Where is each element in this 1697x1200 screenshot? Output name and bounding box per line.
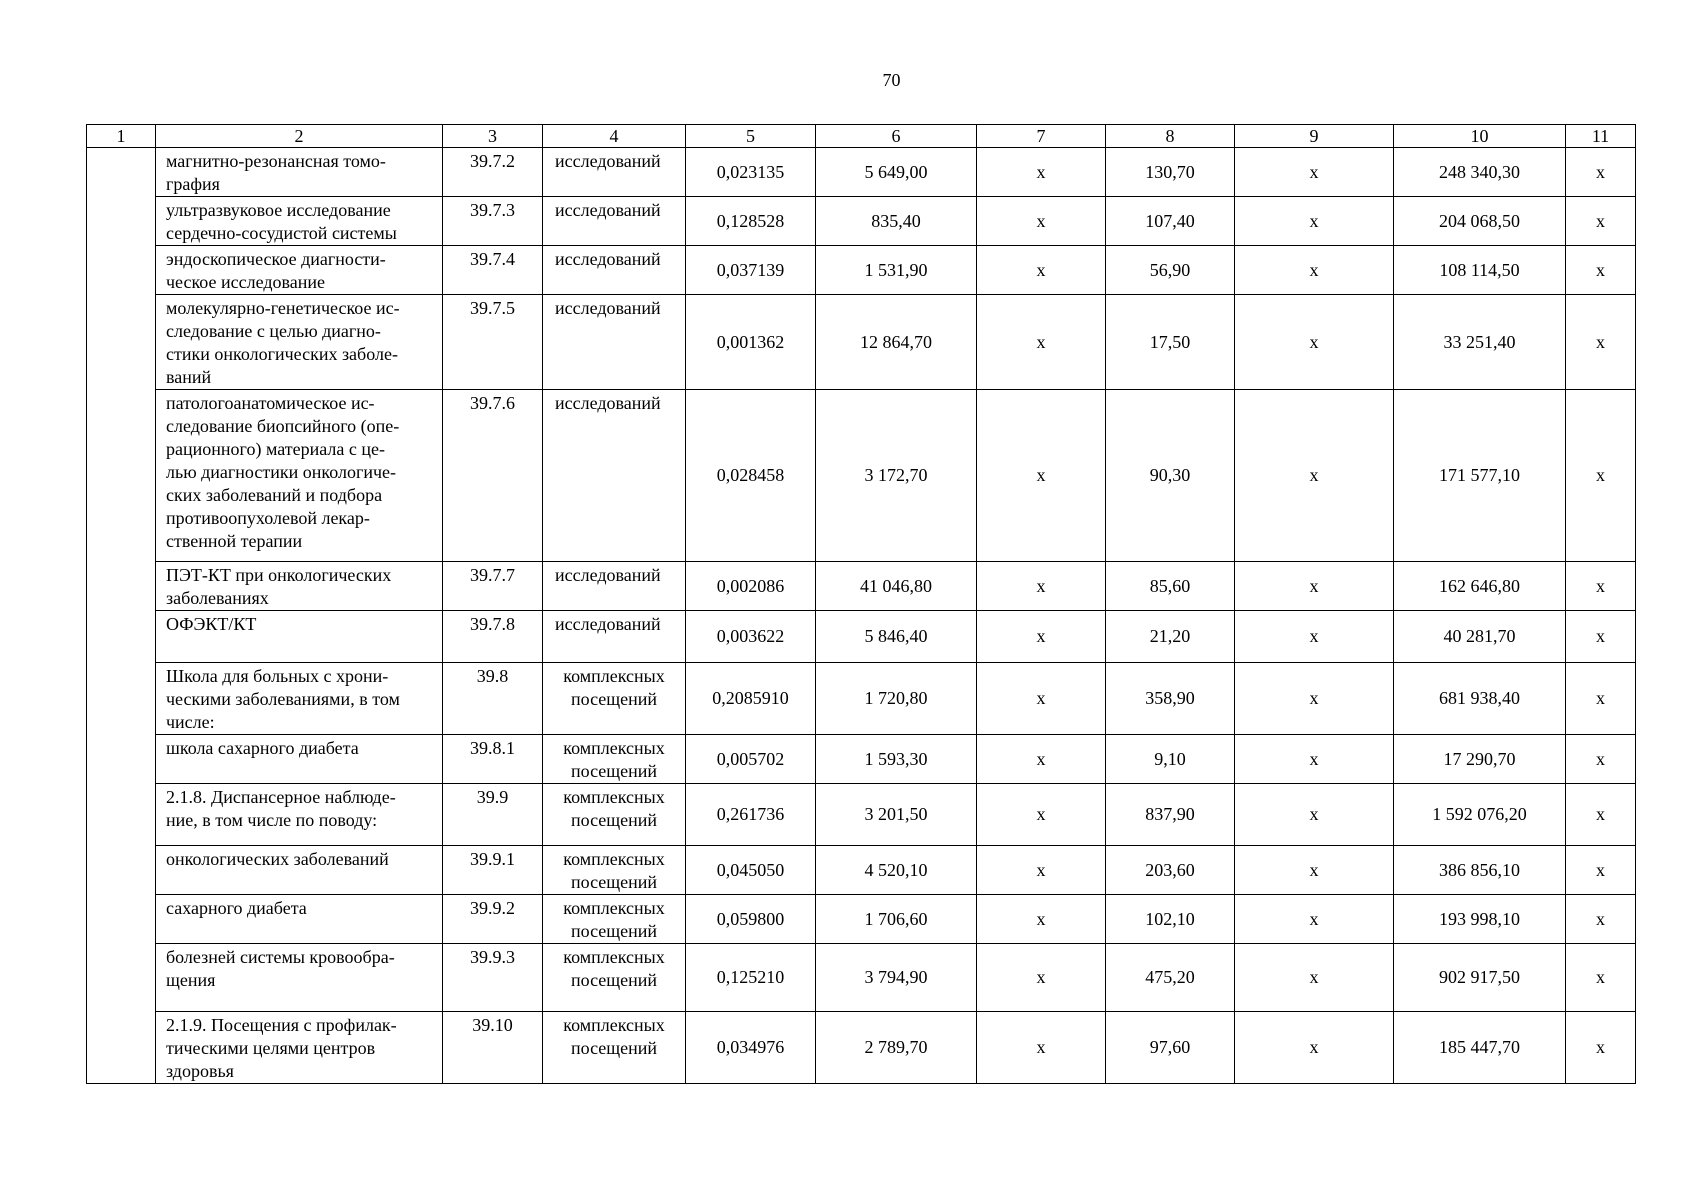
value-cell: 108 114,50 [1394, 246, 1566, 295]
column-header: 5 [686, 125, 816, 148]
table-row [87, 895, 1636, 944]
unit-cell: комплексных посещений [543, 846, 686, 895]
marker-cell: х [1566, 846, 1636, 895]
marker-cell: х [977, 197, 1106, 246]
row-code-cell: 39.9 [443, 784, 543, 846]
value-cell: 0,261736 [686, 784, 816, 846]
table-row [87, 784, 1636, 846]
table-row [87, 944, 1636, 1012]
unit-cell: комплексных посещений [543, 1012, 686, 1084]
value-cell: 1 592 076,20 [1394, 784, 1566, 846]
value-cell: 0,002086 [686, 562, 816, 611]
value-cell: 130,70 [1106, 148, 1235, 197]
marker-cell: х [1566, 295, 1636, 390]
marker-cell: х [1235, 246, 1394, 295]
marker-cell: х [977, 784, 1106, 846]
value-cell: 681 938,40 [1394, 663, 1566, 735]
marker-cell: х [1235, 735, 1394, 784]
value-cell: 0,045050 [686, 846, 816, 895]
value-cell: 4 520,10 [816, 846, 977, 895]
marker-cell: х [977, 895, 1106, 944]
value-cell: 102,10 [1106, 895, 1235, 944]
marker-cell: х [1566, 390, 1636, 562]
table-row [87, 148, 1636, 197]
value-cell: 171 577,10 [1394, 390, 1566, 562]
value-cell: 0,028458 [686, 390, 816, 562]
marker-cell: х [1235, 846, 1394, 895]
marker-cell: х [977, 295, 1106, 390]
value-cell: 358,90 [1106, 663, 1235, 735]
section-cell [87, 148, 156, 1084]
value-cell: 0,005702 [686, 735, 816, 784]
unit-cell: комплексных посещений [543, 944, 686, 1012]
value-cell: 1 706,60 [816, 895, 977, 944]
column-header: 2 [156, 125, 443, 148]
unit-cell: исследований [543, 197, 686, 246]
row-code-cell: 39.7.5 [443, 295, 543, 390]
column-header: 9 [1235, 125, 1394, 148]
value-cell: 162 646,80 [1394, 562, 1566, 611]
service-name-cell: школа сахарного диабета [156, 735, 443, 784]
marker-cell: х [977, 944, 1106, 1012]
marker-cell: х [1566, 784, 1636, 846]
column-header: 11 [1566, 125, 1636, 148]
value-cell: 203,60 [1106, 846, 1235, 895]
marker-cell: х [1566, 148, 1636, 197]
tariff-table [86, 124, 1636, 1084]
service-name-cell: 2.1.9. Посещения с профилак- тическими целями центров здоровья [156, 1012, 443, 1084]
service-name-cell: ПЭТ-КТ при онкологических заболеваниях [156, 562, 443, 611]
unit-cell: исследований [543, 246, 686, 295]
service-name-cell: болезней системы кровообра- щения [156, 944, 443, 1012]
value-cell: 5 846,40 [816, 611, 977, 663]
value-cell: 386 856,10 [1394, 846, 1566, 895]
value-cell: 17,50 [1106, 295, 1235, 390]
marker-cell: х [1566, 895, 1636, 944]
value-cell: 475,20 [1106, 944, 1235, 1012]
marker-cell: х [977, 562, 1106, 611]
unit-cell: комплексных посещений [543, 735, 686, 784]
unit-cell: комплексных посещений [543, 784, 686, 846]
value-cell: 97,60 [1106, 1012, 1235, 1084]
marker-cell: х [1235, 295, 1394, 390]
marker-cell: х [1235, 944, 1394, 1012]
service-name-cell: молекулярно-генетическое ис- следование с целью диагно- стики онкологических заболе- ваний [156, 295, 443, 390]
value-cell: 21,20 [1106, 611, 1235, 663]
value-cell: 204 068,50 [1394, 197, 1566, 246]
value-cell: 0,125210 [686, 944, 816, 1012]
marker-cell: х [1235, 663, 1394, 735]
marker-cell: х [1235, 784, 1394, 846]
value-cell: 0,001362 [686, 295, 816, 390]
row-code-cell: 39.7.7 [443, 562, 543, 611]
service-name-cell: патологоанатомическое ис- следование биопсийного (опе- рационного) материала с це- лью диагностики онкологиче- ских заболеваний и подбора противоопухолевой лекар- ственной терапии [156, 390, 443, 562]
marker-cell: х [977, 246, 1106, 295]
column-header: 4 [543, 125, 686, 148]
marker-cell: х [1235, 562, 1394, 611]
value-cell: 2 789,70 [816, 1012, 977, 1084]
row-code-cell: 39.9.3 [443, 944, 543, 1012]
value-cell: 835,40 [816, 197, 977, 246]
column-header: 8 [1106, 125, 1235, 148]
marker-cell: х [1235, 611, 1394, 663]
marker-cell: х [1566, 197, 1636, 246]
service-name-cell: 2.1.8. Диспансерное наблюде- ние, в том числе по поводу: [156, 784, 443, 846]
table-row [87, 197, 1636, 246]
value-cell: 40 281,70 [1394, 611, 1566, 663]
marker-cell: х [1566, 944, 1636, 1012]
service-name-cell: онкологических заболеваний [156, 846, 443, 895]
row-code-cell: 39.8 [443, 663, 543, 735]
marker-cell: х [1566, 735, 1636, 784]
marker-cell: х [1235, 197, 1394, 246]
column-header: 3 [443, 125, 543, 148]
value-cell: 185 447,70 [1394, 1012, 1566, 1084]
column-header: 10 [1394, 125, 1566, 148]
value-cell: 0,059800 [686, 895, 816, 944]
marker-cell: х [1566, 562, 1636, 611]
service-name-cell: ультразвуковое исследование сердечно-сосудистой системы [156, 197, 443, 246]
page-number: 70 [882, 70, 901, 90]
value-cell: 85,60 [1106, 562, 1235, 611]
row-code-cell: 39.8.1 [443, 735, 543, 784]
marker-cell: х [1566, 611, 1636, 663]
row-code-cell: 39.10 [443, 1012, 543, 1084]
unit-cell: комплексных посещений [543, 895, 686, 944]
value-cell: 90,30 [1106, 390, 1235, 562]
marker-cell: х [1566, 663, 1636, 735]
value-cell: 0,128528 [686, 197, 816, 246]
value-cell: 193 998,10 [1394, 895, 1566, 944]
value-cell: 56,90 [1106, 246, 1235, 295]
value-cell: 0,037139 [686, 246, 816, 295]
column-header: 1 [87, 125, 156, 148]
service-name-cell: эндоскопическое диагности- ческое исследование [156, 246, 443, 295]
table-body [87, 125, 1636, 1084]
value-cell: 1 593,30 [816, 735, 977, 784]
table-row [87, 846, 1636, 895]
value-cell: 3 201,50 [816, 784, 977, 846]
table-row [87, 390, 1636, 562]
marker-cell: х [1566, 246, 1636, 295]
value-cell: 12 864,70 [816, 295, 977, 390]
table-row [87, 611, 1636, 663]
value-cell: 0,003622 [686, 611, 816, 663]
marker-cell: х [1235, 390, 1394, 562]
value-cell: 902 917,50 [1394, 944, 1566, 1012]
column-header: 7 [977, 125, 1106, 148]
marker-cell: х [1235, 1012, 1394, 1084]
table-row [87, 1012, 1636, 1084]
row-code-cell: 39.9.1 [443, 846, 543, 895]
service-name-cell: сахарного диабета [156, 895, 443, 944]
value-cell: 3 794,90 [816, 944, 977, 1012]
table-row [87, 663, 1636, 735]
row-code-cell: 39.7.3 [443, 197, 543, 246]
row-code-cell: 39.7.2 [443, 148, 543, 197]
row-code-cell: 39.7.4 [443, 246, 543, 295]
service-name-cell: ОФЭКТ/КТ [156, 611, 443, 663]
value-cell: 5 649,00 [816, 148, 977, 197]
row-code-cell: 39.9.2 [443, 895, 543, 944]
service-name-cell: магнитно-резонансная томо- графия [156, 148, 443, 197]
unit-cell: исследований [543, 611, 686, 663]
table-row [87, 246, 1636, 295]
row-code-cell: 39.7.6 [443, 390, 543, 562]
marker-cell: х [977, 735, 1106, 784]
marker-cell: х [977, 846, 1106, 895]
value-cell: 0,023135 [686, 148, 816, 197]
value-cell: 1 531,90 [816, 246, 977, 295]
value-cell: 107,40 [1106, 197, 1235, 246]
value-cell: 41 046,80 [816, 562, 977, 611]
table-row [87, 562, 1636, 611]
marker-cell: х [1235, 895, 1394, 944]
marker-cell: х [977, 1012, 1106, 1084]
value-cell: 17 290,70 [1394, 735, 1566, 784]
unit-cell: комплексных посещений [543, 663, 686, 735]
marker-cell: х [977, 390, 1106, 562]
column-header: 6 [816, 125, 977, 148]
marker-cell: х [977, 611, 1106, 663]
value-cell: 1 720,80 [816, 663, 977, 735]
marker-cell: х [977, 663, 1106, 735]
marker-cell: х [977, 148, 1106, 197]
table-row [87, 735, 1636, 784]
unit-cell: исследований [543, 390, 686, 562]
service-name-cell: Школа для больных с хрони- ческими заболеваниями, в том числе: [156, 663, 443, 735]
value-cell: 248 340,30 [1394, 148, 1566, 197]
marker-cell: х [1235, 148, 1394, 197]
value-cell: 0,034976 [686, 1012, 816, 1084]
value-cell: 837,90 [1106, 784, 1235, 846]
marker-cell: х [1566, 1012, 1636, 1084]
unit-cell: исследований [543, 295, 686, 390]
value-cell: 0,2085910 [686, 663, 816, 735]
value-cell: 9,10 [1106, 735, 1235, 784]
unit-cell: исследований [543, 562, 686, 611]
value-cell: 3 172,70 [816, 390, 977, 562]
value-cell: 33 251,40 [1394, 295, 1566, 390]
unit-cell: исследований [543, 148, 686, 197]
row-code-cell: 39.7.8 [443, 611, 543, 663]
table-header-row [87, 125, 1636, 148]
table-row [87, 295, 1636, 390]
